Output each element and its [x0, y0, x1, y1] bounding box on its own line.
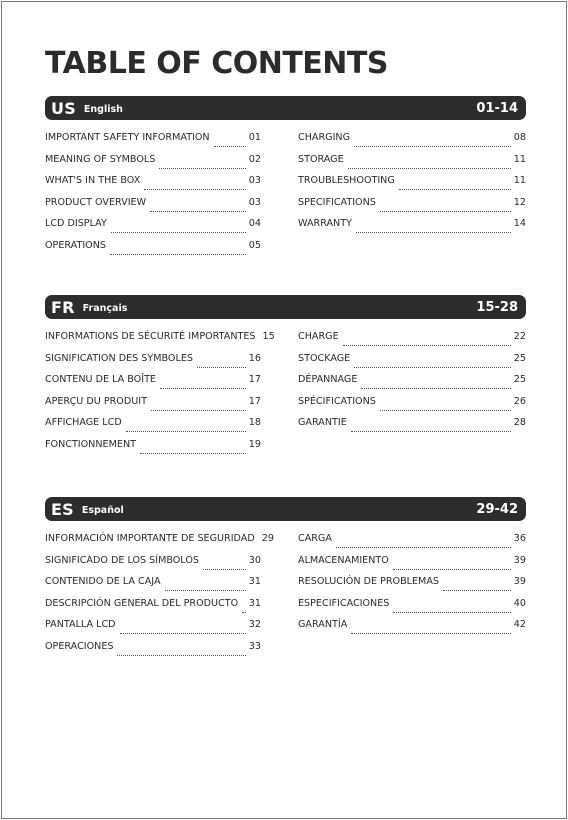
toc-entry-page: 11	[513, 153, 526, 165]
document-page	[1, 1, 567, 819]
toc-entry[interactable]	[45, 353, 261, 375]
toc-entry[interactable]	[45, 218, 261, 240]
toc-entry[interactable]	[45, 439, 261, 461]
toc-entry-page: 25	[513, 374, 526, 385]
section-code: ES	[51, 499, 74, 519]
toc-entry[interactable]	[298, 197, 526, 219]
toc-column-right	[298, 132, 526, 261]
toc-entry-page: 15	[262, 331, 275, 342]
toc-entry-title: WARRANTY	[298, 218, 352, 229]
toc-entry-page: 01	[248, 132, 261, 143]
toc-entry-title: PANTALLA LCD	[45, 619, 116, 630]
dot-leader	[126, 425, 246, 432]
toc-entry[interactable]	[298, 154, 526, 176]
toc-entry-title: FONCTIONNEMENT	[45, 438, 136, 450]
dot-leader	[120, 627, 246, 634]
dot-leader	[111, 226, 246, 233]
dot-leader	[110, 248, 246, 255]
toc-entry[interactable]	[298, 576, 526, 598]
toc-entry[interactable]	[298, 132, 526, 154]
dot-leader	[348, 162, 511, 169]
toc-entry[interactable]	[45, 154, 261, 176]
dot-leader	[140, 447, 246, 454]
toc-entry-page: 17	[248, 374, 261, 385]
toc-entry-title: STOCKAGE	[298, 352, 351, 364]
toc-entry[interactable]	[45, 396, 261, 418]
toc-entry-page: 30	[248, 554, 261, 566]
dot-leader	[351, 425, 511, 432]
toc-entry[interactable]	[45, 576, 261, 598]
toc-column-right	[298, 331, 526, 460]
section-language: Español	[81, 505, 124, 516]
toc-entry-title: OPERACIONES	[45, 640, 114, 652]
toc-entry-title: INFORMACIÓN IMPORTANTE DE SEGURIDAD	[45, 533, 255, 544]
toc-column-right	[298, 533, 526, 662]
toc-entry-title: SPECIFICATIONS	[298, 196, 376, 208]
toc-column-left	[45, 533, 274, 662]
toc-entry-title: SPÉCIFICATIONS	[298, 395, 376, 407]
toc-entry-title: GARANTÍA	[298, 619, 348, 630]
toc-entry-page: 05	[248, 239, 261, 251]
toc-entry-title: ESPECIFICACIONES	[298, 597, 390, 609]
toc-entry-title: INFORMATIONS DE SÉCURITÉ IMPORTANTES	[45, 331, 256, 342]
dot-leader	[144, 183, 245, 190]
toc-entry-title: DÉPANNAGE	[298, 374, 358, 385]
toc-entry-page: 39	[513, 554, 526, 566]
toc-entry-page: 17	[248, 395, 261, 407]
section-page-range: 29-42	[476, 501, 518, 517]
toc-entry-title: AFFICHAGE LCD	[45, 417, 122, 428]
toc-entry[interactable]	[298, 417, 526, 439]
toc-entry[interactable]	[45, 374, 261, 396]
toc-entry[interactable]	[45, 331, 275, 353]
toc-entry[interactable]	[45, 197, 261, 219]
dot-leader	[380, 404, 511, 411]
dot-leader	[354, 361, 511, 368]
toc-entry-page: 32	[248, 619, 261, 630]
toc-entry-page: 11	[513, 175, 526, 186]
toc-entry[interactable]	[298, 353, 526, 375]
toc-entry-title: CONTENIDO DE LA CAJA	[45, 576, 161, 587]
toc-entry-page: 19	[248, 438, 261, 450]
toc-entry-page: 33	[248, 640, 261, 652]
toc-entry-title: RESOLUCIÓN DE PROBLEMAS	[298, 576, 439, 587]
toc-entry-title: STORAGE	[298, 153, 344, 165]
section-language: Français	[82, 303, 128, 314]
section-language: English	[83, 104, 123, 115]
toc-entry-title: ALMACENAMIENTO	[298, 554, 389, 566]
section-page-range: 01-14	[476, 100, 518, 116]
dot-leader	[343, 339, 511, 346]
section-header-bar	[45, 295, 526, 319]
toc-entry[interactable]	[45, 240, 261, 262]
dot-leader	[197, 361, 246, 368]
toc-entry-title: GARANTIE	[298, 417, 347, 428]
dot-leader	[150, 205, 246, 212]
dot-leader	[351, 627, 511, 634]
dot-leader	[160, 382, 246, 389]
toc-entry-page: 03	[248, 196, 261, 208]
toc-column-left	[45, 331, 275, 460]
toc-entry-page: 42	[513, 619, 526, 630]
toc-entry-title: PRODUCT OVERVIEW	[45, 196, 147, 208]
toc-entry-page: 36	[513, 533, 526, 544]
toc-entry-title: CHARGE	[298, 331, 339, 342]
toc-entry-page: 18	[248, 417, 261, 428]
toc-entry-page: 39	[513, 576, 526, 587]
section-header-bar	[45, 96, 526, 120]
dot-leader	[443, 584, 511, 591]
dot-leader	[203, 563, 246, 570]
toc-entry-page: 29	[261, 533, 274, 544]
dot-leader	[336, 541, 511, 548]
dot-leader	[399, 183, 511, 190]
toc-entry-title: MEANING OF SYMBOLS	[45, 153, 156, 165]
toc-entry-page: 14	[513, 218, 526, 229]
toc-entry-page: 12	[513, 196, 526, 208]
dot-leader	[151, 404, 246, 411]
dot-leader	[214, 140, 246, 147]
toc-entry[interactable]	[45, 598, 261, 620]
toc-entry[interactable]	[298, 619, 526, 641]
section-code: FR	[51, 297, 75, 317]
section-code: US	[51, 98, 76, 118]
toc-entry-title: APERÇU DU PRODUIT	[45, 395, 147, 407]
dot-leader	[242, 606, 246, 613]
toc-entry[interactable]	[298, 396, 526, 418]
toc-entry-page: 26	[513, 395, 526, 407]
toc-entry[interactable]	[45, 175, 261, 197]
toc-entry[interactable]	[45, 132, 261, 154]
toc-entry-page: 16	[248, 352, 261, 364]
toc-entry-page: 28	[513, 417, 526, 428]
toc-entry-page: 03	[248, 175, 261, 186]
section-us	[45, 96, 526, 261]
toc-entry[interactable]	[45, 641, 261, 663]
toc-entry[interactable]	[298, 175, 526, 197]
toc-entry-title: CHARGING	[298, 132, 351, 143]
toc-entry-title: CONTENU DE LA BOÎTE	[45, 374, 156, 385]
page-title: TABLE OF CONTENTS	[45, 46, 388, 81]
toc-entry[interactable]	[298, 374, 526, 396]
toc-entry[interactable]	[45, 417, 261, 439]
toc-entry-title: SIGNIFICADO DE LOS SÍMBOLOS	[45, 554, 199, 566]
toc-entry-title: LCD DISPLAY	[45, 218, 107, 229]
dot-leader	[165, 584, 246, 591]
toc-entry-title: TROUBLESHOOTING	[298, 175, 395, 186]
toc-entry-title: OPERATIONS	[45, 239, 107, 251]
toc-entry-page: 31	[248, 597, 261, 609]
section-es	[45, 497, 526, 662]
toc-entry[interactable]	[298, 555, 526, 577]
dot-leader	[159, 162, 245, 169]
dot-leader	[361, 382, 510, 389]
dot-leader	[117, 649, 245, 656]
toc-entry-title: WHAT'S IN THE BOX	[45, 175, 141, 186]
toc-entry[interactable]	[45, 555, 261, 577]
toc-entry[interactable]	[45, 619, 261, 641]
dot-leader	[393, 563, 511, 570]
toc-entry-page: 08	[513, 132, 526, 143]
section-fr	[45, 295, 526, 460]
toc-entry[interactable]	[45, 533, 274, 555]
toc-entry-page: 25	[513, 352, 526, 364]
toc-entry[interactable]	[298, 533, 526, 555]
toc-column-left	[45, 132, 261, 261]
toc-entry-title: DESCRIPCIÓN GENERAL DEL PRODUCTO	[45, 597, 239, 609]
toc-entry[interactable]	[298, 218, 526, 240]
section-header-bar	[45, 497, 526, 521]
toc-entry[interactable]	[298, 598, 526, 620]
toc-entry-title: SIGNIFICATION DES SYMBOLES	[45, 352, 193, 364]
dot-leader	[393, 606, 510, 613]
toc-entry-page: 04	[248, 218, 261, 229]
toc-entry-page: 02	[248, 153, 261, 165]
dot-leader	[380, 205, 511, 212]
toc-entry-page: 40	[513, 597, 526, 609]
toc-entry-page: 31	[248, 576, 261, 587]
toc-entry-title: CARGA	[298, 533, 332, 544]
toc-entry[interactable]	[298, 331, 526, 353]
dot-leader	[354, 140, 511, 147]
section-page-range: 15-28	[476, 299, 518, 315]
dot-leader	[356, 226, 511, 233]
toc-entry-title: IMPORTANT SAFETY INFORMATION	[45, 132, 210, 143]
toc-entry-page: 22	[513, 331, 526, 342]
